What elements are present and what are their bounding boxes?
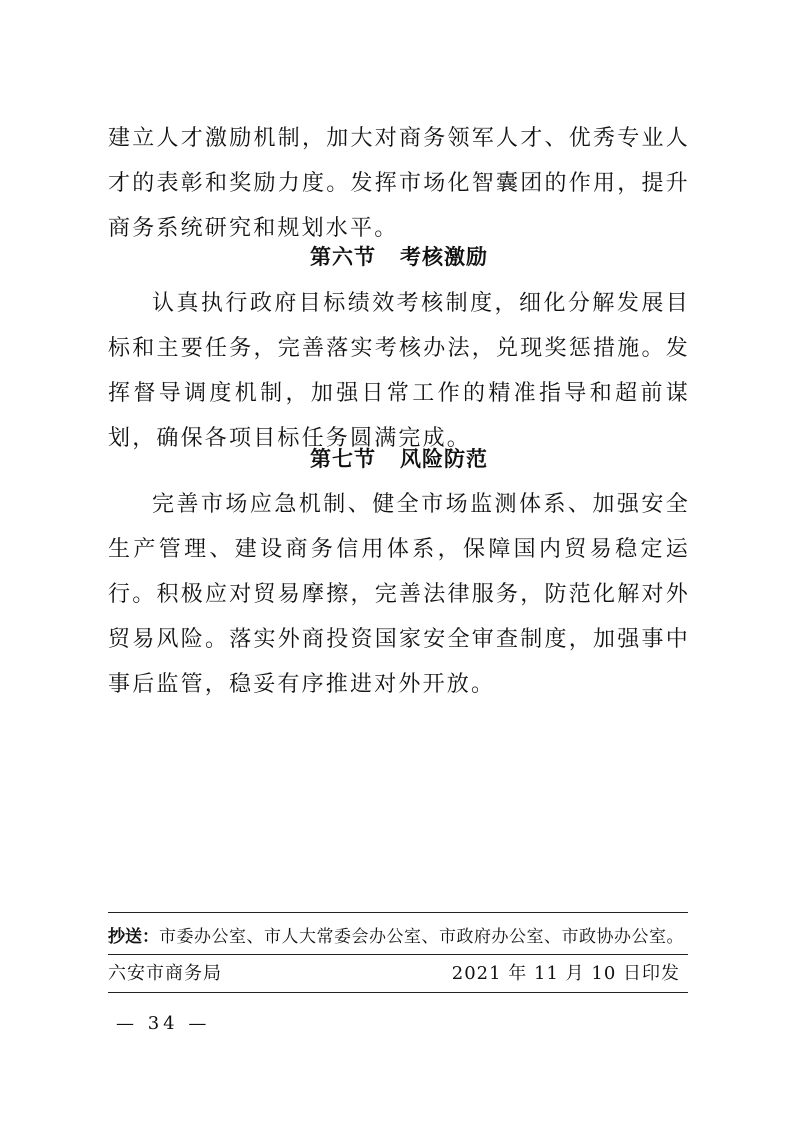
footer-middle-rule	[108, 954, 688, 955]
footer-top-rule	[108, 912, 688, 913]
section-7-paragraph: 完善市场应急机制、健全市场监测体系、加强安全生产管理、建设商务信用体系，保障国内贸易稳定运行。积极应对贸易摩擦，完善法律服务，防范化解对外贸易风险。落实外商投资国家安全审查制度，加强事中事后监管，稳妥有序推进对外开放。	[108, 492, 690, 697]
cc-recipients: 市委办公室、市人大常委会办公室、市政府办公室、市政协办公室。	[159, 927, 684, 947]
cc-label: 抄送：	[108, 927, 159, 947]
cc-line	[108, 924, 688, 950]
section-6-number: 第六节	[310, 245, 376, 269]
section-7-number: 第七节	[310, 447, 376, 471]
section-7-title: 风险防范	[400, 447, 488, 471]
issue-line	[108, 961, 688, 987]
issue-date: 2021 年 11 月 10 日印发	[451, 963, 680, 984]
section-6-paragraph: 认真执行政府目标绩效考核制度，细化分解发展目标和主要任务，完善落实考核办法，兑现奖惩措施。发挥督导调度机制，加强日常工作的精准指导和超前谋划，确保各项目标任务圆满完成。	[108, 291, 690, 451]
section-6-title: 考核激励	[400, 245, 488, 269]
section-heading-6	[108, 242, 690, 272]
footer-bottom-rule	[108, 992, 688, 993]
section-heading-7	[108, 444, 690, 474]
issuer-name: 六安市商务局	[108, 963, 222, 984]
page-number: — 34 —	[116, 1013, 211, 1034]
intro-paragraph: 建立人才激励机制，加大对商务领军人才、优秀专业人才的表彰和奖励力度。发挥市场化智囊团的作用，提升商务系统研究和规划水平。	[108, 126, 690, 241]
